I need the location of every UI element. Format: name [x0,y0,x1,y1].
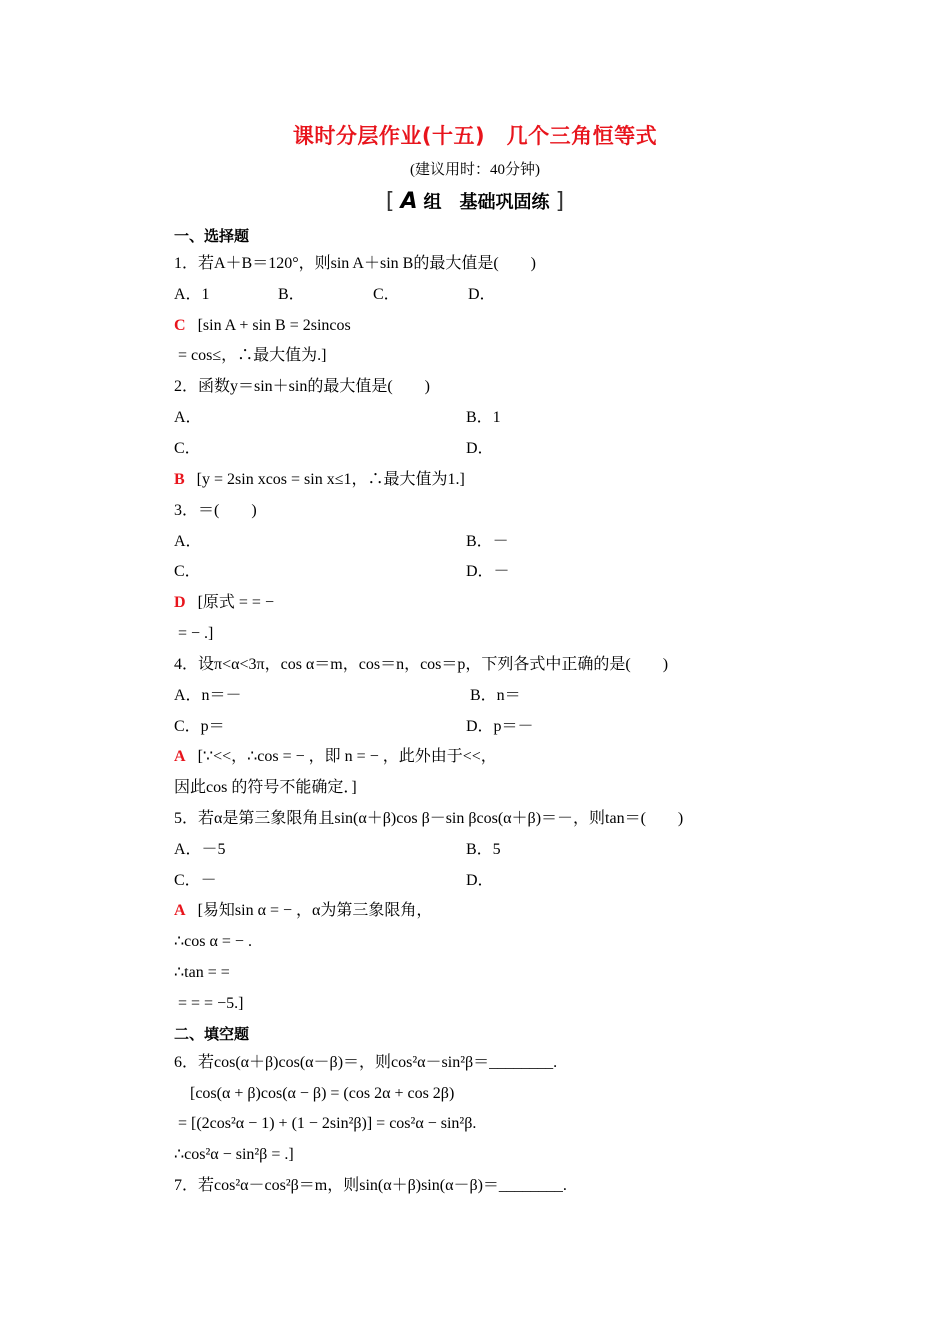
q4-solution-line2: 因此cos 的符号不能确定．] [174,779,357,796]
q2-stem: 2．函数y＝sin＋sin的最大值是( ) [174,378,431,395]
q3-option-a: A． [174,533,202,550]
q4-option-c: C．p＝ [174,718,225,735]
q2-solution [174,470,465,490]
q3-solution-line1: [原式 = = − [197,594,274,611]
q4-option-b: B．n＝ [470,687,521,704]
group-letter: A [400,189,418,214]
q5-option-c: C．－ [174,872,217,889]
q4-option-d: D．p＝－ [466,718,534,735]
section-fill-heading: 二、填空题 [174,1025,250,1043]
q6-stem: 6．若cos(α＋β)cos(α－β)＝，则cos²α－sin²β＝________. [174,1054,558,1071]
group-bracket-close: ] [555,189,565,214]
q3-option-b: B．－ [466,533,509,550]
suggested-time: (建议用时：40分钟) [410,162,540,178]
group-title: 组 基础巩固练 [423,192,550,213]
q2-solution-line1: [y = 2sin xcos = sin x≤1，∴最大值为1.] [196,471,465,488]
q4-stem: 4．设π<α<3π，cos α＝m，cos＝n，cos＝p，下列各式中正确的是( ) [174,656,669,673]
q4-answer: A [174,748,186,765]
q2-option-a: A． [174,409,202,426]
q5-answer: A [174,902,186,919]
q2-answer: B [174,471,185,488]
group-bracket-open: [ [385,189,395,214]
q1-solution-line2: = cos≤，∴最大值为.] [178,347,327,364]
q3-solution-line2: = − .] [178,625,214,642]
q1-option-c: C． [373,286,400,303]
group-heading [0,188,950,214]
q5-solution [174,901,432,921]
page-title: 课时分层作业(十五) 几个三角恒等式 [292,124,658,148]
q3-solution [174,593,274,613]
q7-stem: 7．若cos²α－cos²β＝m，则sin(α＋β)sin(α－β)＝________. [174,1177,567,1194]
q1-option-d: D． [468,286,496,303]
q6-solution-line3: ∴cos²α − sin²β = .] [174,1146,294,1163]
q3-option-d: D．－ [466,563,510,580]
q4-solution [174,747,497,767]
q5-solution-line4: = = = −5.] [178,995,244,1012]
q2-option-c: C． [174,440,201,457]
q5-solution-line1: [易知sin α = − ，α为第三象限角， [197,902,433,919]
q6-solution-line2: = [(2cos²α − 1) + (1 − 2sin²β)] = cos²α − sin²β. [178,1115,477,1132]
q5-solution-line3: ∴tan = = [174,964,230,981]
q1-option-b: B． [278,286,305,303]
q1-stem: 1．若A＋B＝120°，则sin A＋sin B的最大值是( ) [174,255,536,272]
q5-stem: 5．若α是第三象限角且sin(α＋β)cos β－sin βcos(α＋β)＝－，则tan＝( ) [174,810,684,827]
q2-option-b: B．1 [466,409,501,426]
q1-option-a: A．1 [174,286,210,303]
q6-solution-line1: [cos(α + β)cos(α − β) = (cos 2α + cos 2β) [190,1085,455,1102]
q4-solution-line1: [∵<<，∴cos = − ，即 n = − ，此外由于<<， [197,748,497,765]
q3-stem: 3．＝( ) [174,502,257,519]
q5-option-d: D． [466,872,494,889]
q4-option-a: A．n＝－ [174,687,242,704]
q1-solution [174,316,351,336]
q1-answer: C [174,317,186,334]
q1-solution-line1: [sin A + sin B = 2sincos [197,317,351,334]
q5-option-b: B．5 [466,841,501,858]
q3-option-c: C． [174,563,201,580]
section-choice-heading: 一、选择题 [174,227,250,245]
q5-option-a: A．－5 [174,841,226,858]
q2-option-d: D． [466,440,494,457]
q5-solution-line2: ∴cos α = − . [174,933,252,950]
q3-answer: D [174,594,186,611]
